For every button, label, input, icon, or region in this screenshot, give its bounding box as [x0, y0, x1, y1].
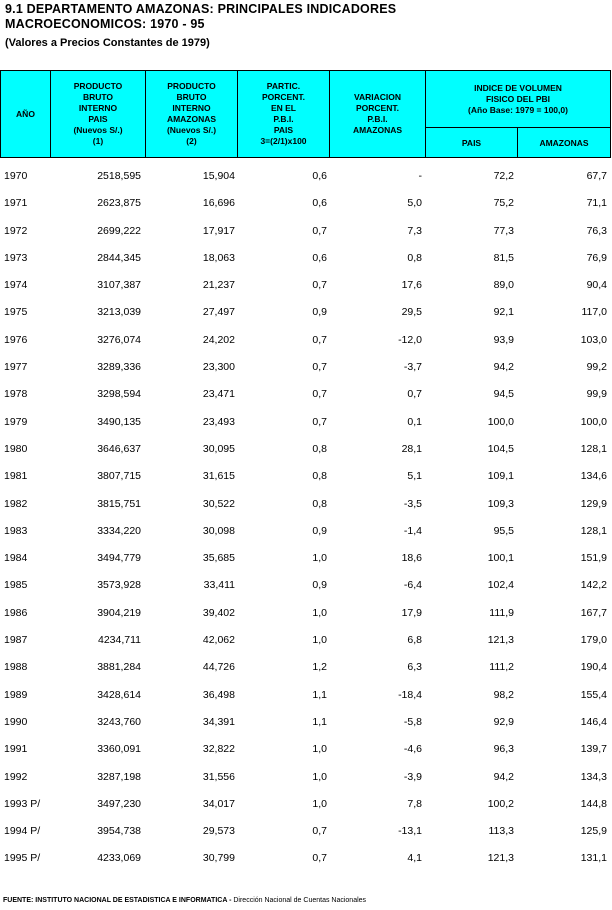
cell-variacion: -12,0	[398, 333, 422, 346]
cell-anio: 1983	[4, 524, 28, 537]
cell-indice-pais: 109,1	[487, 470, 514, 483]
cell-participacion: 1,2	[312, 661, 327, 674]
table-row	[0, 189, 611, 216]
cell-participacion: 0,8	[312, 470, 327, 483]
cell-anio: 1975	[4, 306, 28, 319]
cell-indice-amazonas: 99,2	[586, 361, 607, 374]
header-pbi-pais: PRODUCTO BRUTO INTERNO PAIS (Nuevos S/.) (1)	[51, 71, 146, 157]
cell-indice-amazonas: 134,6	[580, 470, 607, 483]
cell-participacion: 0,7	[312, 388, 327, 401]
cell-anio: 1972	[4, 224, 28, 237]
cell-anio: 1981	[4, 470, 28, 483]
cell-indice-amazonas: 99,9	[586, 388, 607, 401]
cell-variacion: 17,9	[401, 606, 422, 619]
cell-participacion: 1,0	[312, 634, 327, 647]
cell-indice-amazonas: 146,4	[580, 715, 607, 728]
cell-variacion: -	[418, 170, 422, 182]
cell-pbi-pais: 3497,230	[97, 797, 141, 810]
cell-indice-pais: 113,3	[488, 825, 514, 838]
cell-variacion: 0,8	[407, 251, 422, 264]
cell-indice-amazonas: 67,7	[586, 170, 607, 182]
cell-participacion: 0,7	[312, 224, 327, 237]
cell-anio: 1979	[4, 415, 28, 428]
cell-variacion: 7,8	[407, 797, 422, 810]
table-row	[0, 844, 611, 871]
table-row	[0, 435, 611, 462]
cell-anio: 1984	[4, 552, 28, 565]
cell-pbi-amazonas: 27,497	[202, 306, 235, 319]
cell-indice-amazonas: 139,7	[580, 743, 607, 756]
cell-pbi-amazonas: 23,300	[202, 361, 235, 374]
cell-pbi-pais: 3815,751	[97, 497, 141, 510]
cell-anio: 1971	[4, 197, 28, 210]
cell-indice-pais: 102,4	[487, 579, 514, 592]
cell-indice-amazonas: 128,1	[580, 442, 607, 455]
cell-indice-amazonas: 144,8	[580, 797, 607, 810]
table-title-line2: MACROECONOMICOS: 1970 - 95	[5, 17, 205, 31]
cell-pbi-pais: 3213,039	[97, 306, 141, 319]
cell-pbi-pais: 3298,594	[97, 388, 141, 401]
cell-pbi-pais: 4234,711	[97, 634, 141, 647]
cell-pbi-pais: 3428,614	[97, 688, 141, 701]
cell-anio: 1982	[4, 497, 28, 510]
cell-pbi-amazonas: 29,573	[202, 825, 235, 838]
cell-indice-pais: 92,9	[493, 715, 514, 728]
cell-indice-pais: 111,2	[489, 661, 514, 674]
cell-variacion: 28,1	[401, 442, 422, 455]
cell-indice-pais: 100,2	[487, 797, 514, 810]
cell-participacion: 0,9	[312, 579, 327, 592]
cell-pbi-pais: 2623,875	[97, 197, 141, 210]
table-row	[0, 353, 611, 380]
cell-variacion: 6,3	[407, 661, 422, 674]
cell-pbi-pais: 3494,779	[97, 552, 141, 565]
cell-anio: 1977	[4, 361, 28, 374]
header-variacion: VARIACION PORCENT. P.B.I. AMAZONAS	[330, 71, 426, 157]
table-row	[0, 162, 611, 189]
cell-indice-amazonas: 76,9	[586, 251, 607, 264]
cell-indice-amazonas: 90,4	[586, 279, 607, 292]
cell-indice-pais: 98,2	[493, 688, 514, 701]
cell-indice-amazonas: 71,1	[586, 197, 607, 210]
footnote-label: FUENTE: INSTITUTO NACIONAL DE ESTADISTICA E INFORMATICA -	[3, 897, 234, 904]
cell-pbi-amazonas: 35,685	[202, 552, 235, 565]
cell-pbi-amazonas: 31,615	[202, 470, 235, 483]
cell-participacion: 0,7	[312, 361, 327, 374]
cell-variacion: -5,8	[403, 715, 422, 728]
cell-anio: 1989	[4, 688, 28, 701]
cell-pbi-amazonas: 23,493	[202, 415, 235, 428]
cell-indice-amazonas: 131,1	[580, 852, 607, 865]
table-row	[0, 708, 611, 735]
cell-indice-amazonas: 100,0	[580, 415, 607, 428]
table-row	[0, 217, 611, 244]
cell-pbi-amazonas: 15,904	[202, 170, 235, 182]
cell-indice-amazonas: 128,1	[580, 524, 607, 537]
cell-variacion: -4,6	[403, 743, 422, 756]
cell-indice-pais: 121,3	[487, 852, 514, 865]
cell-pbi-pais: 3289,336	[97, 361, 141, 374]
cell-pbi-amazonas: 44,726	[202, 661, 235, 674]
table-subtitle: (Valores a Precios Constantes de 1979)	[5, 37, 210, 49]
cell-indice-pais: 94,2	[493, 361, 514, 374]
cell-pbi-amazonas: 18,063	[202, 251, 235, 264]
cell-pbi-pais: 3334,220	[97, 524, 141, 537]
cell-pbi-pais: 3107,387	[97, 279, 141, 292]
cell-participacion: 0,9	[312, 306, 327, 319]
table-title: 9.1 DEPARTAMENTO AMAZONAS: PRINCIPALES INDICADORES	[5, 2, 397, 16]
table-row	[0, 271, 611, 298]
footnote-source: Dirección Nacional de Cuentas Nacionales	[233, 897, 367, 904]
cell-anio: 1992	[4, 770, 28, 783]
cell-pbi-pais: 2699,222	[97, 224, 141, 237]
cell-indice-amazonas: 151,9	[580, 552, 607, 565]
cell-pbi-amazonas: 21,237	[202, 279, 235, 292]
cell-indice-pais: 100,1	[487, 552, 514, 565]
cell-anio: 1974	[4, 279, 28, 292]
cell-pbi-pais: 3276,074	[97, 333, 141, 346]
cell-pbi-amazonas: 36,498	[202, 688, 235, 701]
cell-pbi-pais: 3646,637	[97, 442, 141, 455]
header-indice-volumen: INDICE DE VOLUMEN FISICO DEL PBI (Año Base: 1979 = 100,0)	[426, 71, 610, 128]
cell-anio: 1976	[4, 333, 28, 346]
header-indice-pais: PAIS	[426, 128, 518, 157]
cell-pbi-amazonas: 16,696	[202, 197, 235, 210]
cell-pbi-pais: 3243,760	[97, 715, 141, 728]
cell-participacion: 0,6	[312, 170, 327, 182]
cell-pbi-pais: 2844,345	[97, 251, 141, 264]
cell-pbi-pais: 3904,219	[97, 606, 141, 619]
header-pbi-amazonas: PRODUCTO BRUTO INTERNO AMAZONAS (Nuevos S/.) (2)	[146, 71, 238, 157]
table-row	[0, 298, 611, 325]
cell-indice-amazonas: 129,9	[580, 497, 607, 510]
cell-participacion: 0,6	[312, 197, 327, 210]
table-row	[0, 462, 611, 489]
cell-indice-pais: 94,5	[493, 388, 514, 401]
cell-participacion: 1,0	[312, 743, 327, 756]
cell-variacion: -1,4	[403, 524, 422, 537]
cell-variacion: 0,7	[407, 388, 422, 401]
cell-indice-pais: 89,0	[493, 279, 514, 292]
cell-pbi-amazonas: 30,522	[202, 497, 235, 510]
cell-pbi-amazonas: 30,095	[202, 442, 235, 455]
cell-anio: 1993 P/	[4, 797, 41, 810]
cell-variacion: -3,5	[403, 497, 422, 510]
cell-anio: 1973	[4, 251, 28, 264]
table-row	[0, 326, 611, 353]
cell-indice-amazonas: 117,0	[581, 306, 607, 319]
table-row	[0, 735, 611, 762]
table-row	[0, 599, 611, 626]
cell-anio: 1990	[4, 715, 28, 728]
cell-variacion: 0,1	[407, 415, 422, 428]
cell-indice-amazonas: 190,4	[580, 661, 607, 674]
cell-variacion: 7,3	[407, 224, 422, 237]
cell-pbi-amazonas: 23,471	[202, 388, 235, 401]
table-row	[0, 244, 611, 271]
cell-indice-amazonas: 125,9	[580, 825, 607, 838]
cell-anio: 1985	[4, 579, 28, 592]
cell-indice-amazonas: 142,2	[580, 579, 607, 592]
cell-anio: 1980	[4, 442, 28, 455]
cell-anio: 1995 P/	[4, 852, 41, 865]
table-row	[0, 790, 611, 817]
cell-variacion: -6,4	[403, 579, 422, 592]
cell-participacion: 0,7	[312, 333, 327, 346]
cell-participacion: 0,7	[312, 852, 327, 865]
cell-pbi-amazonas: 30,098	[202, 524, 235, 537]
cell-variacion: -3,9	[403, 770, 422, 783]
cell-pbi-pais: 3573,928	[97, 579, 141, 592]
cell-participacion: 1,0	[312, 770, 327, 783]
cell-participacion: 0,7	[312, 825, 327, 838]
cell-indice-amazonas: 76,3	[586, 224, 607, 237]
cell-indice-pais: 104,5	[487, 442, 514, 455]
table-row	[0, 763, 611, 790]
cell-variacion: 5,1	[407, 470, 422, 483]
cell-pbi-pais: 3807,715	[97, 470, 141, 483]
cell-participacion: 1,1	[312, 715, 327, 728]
table-row	[0, 817, 611, 844]
table-header	[0, 70, 611, 158]
cell-pbi-amazonas: 34,391	[202, 715, 235, 728]
cell-pbi-amazonas: 24,202	[202, 333, 235, 346]
cell-variacion: 5,0	[407, 197, 422, 210]
cell-anio: 1988	[4, 661, 28, 674]
cell-indice-pais: 95,5	[493, 524, 514, 537]
cell-variacion: -13,1	[398, 825, 422, 838]
cell-indice-pais: 75,2	[493, 197, 514, 210]
cell-pbi-amazonas: 39,402	[202, 606, 235, 619]
cell-indice-pais: 94,2	[493, 770, 514, 783]
cell-indice-pais: 96,3	[493, 743, 514, 756]
cell-anio: 1987	[4, 634, 28, 647]
cell-participacion: 0,6	[312, 251, 327, 264]
cell-participacion: 0,7	[312, 415, 327, 428]
cell-pbi-pais: 3287,198	[97, 770, 141, 783]
cell-indice-pais: 109,3	[487, 497, 514, 510]
cell-participacion: 0,8	[312, 442, 327, 455]
cell-participacion: 1,0	[312, 797, 327, 810]
cell-variacion: 6,8	[407, 634, 422, 647]
cell-pbi-pais: 3360,091	[97, 743, 141, 756]
table-row	[0, 380, 611, 407]
cell-anio: 1978	[4, 388, 28, 401]
cell-anio: 1970	[4, 170, 28, 182]
cell-participacion: 0,7	[312, 279, 327, 292]
table-row	[0, 571, 611, 598]
cell-indice-amazonas: 167,7	[580, 606, 607, 619]
cell-anio: 1991	[4, 743, 28, 756]
cell-participacion: 1,0	[312, 606, 327, 619]
header-anio: AÑO	[1, 71, 51, 157]
cell-indice-pais: 121,3	[487, 634, 514, 647]
table-row	[0, 408, 611, 435]
cell-indice-amazonas: 155,4	[580, 688, 607, 701]
cell-pbi-pais: 4233,069	[97, 852, 141, 865]
cell-pbi-amazonas: 30,799	[202, 852, 235, 865]
cell-participacion: 0,8	[312, 497, 327, 510]
cell-pbi-pais: 2518,595	[97, 170, 141, 182]
table-row	[0, 544, 611, 571]
cell-participacion: 1,1	[312, 688, 327, 701]
cell-indice-pais: 93,9	[493, 333, 514, 346]
table-body	[0, 162, 611, 872]
cell-pbi-amazonas: 33,411	[203, 579, 235, 592]
cell-anio: 1986	[4, 606, 28, 619]
cell-variacion: 29,5	[401, 306, 422, 319]
cell-variacion: 17,6	[401, 279, 422, 292]
table-row	[0, 653, 611, 680]
table-row	[0, 490, 611, 517]
cell-indice-pais: 111,9	[489, 606, 514, 619]
cell-variacion: -3,7	[403, 361, 422, 374]
cell-indice-pais: 72,2	[493, 170, 514, 182]
cell-indice-amazonas: 103,0	[580, 333, 607, 346]
table-row	[0, 626, 611, 653]
cell-pbi-pais: 3490,135	[97, 415, 141, 428]
cell-variacion: 18,6	[401, 552, 422, 565]
cell-pbi-amazonas: 32,822	[202, 743, 235, 756]
cell-pbi-amazonas: 42,062	[202, 634, 235, 647]
cell-variacion: -18,4	[398, 688, 422, 701]
cell-indice-pais: 81,5	[493, 251, 514, 264]
cell-indice-pais: 77,3	[493, 224, 514, 237]
header-participacion: PARTIC. PORCENT. EN EL P.B.I. PAIS 3=(2/1)x100	[238, 71, 330, 157]
table-row	[0, 681, 611, 708]
cell-participacion: 0,9	[312, 524, 327, 537]
cell-indice-pais: 100,0	[487, 415, 514, 428]
cell-variacion: 4,1	[407, 852, 422, 865]
cell-pbi-pais: 3954,738	[97, 825, 141, 838]
cell-participacion: 1,0	[312, 552, 327, 565]
cell-pbi-amazonas: 31,556	[202, 770, 235, 783]
cell-pbi-amazonas: 17,917	[202, 224, 235, 237]
cell-anio: 1994 P/	[4, 825, 41, 838]
table-row	[0, 517, 611, 544]
cell-indice-pais: 92,1	[493, 306, 514, 319]
cell-pbi-amazonas: 34,017	[202, 797, 235, 810]
header-indice-amazonas: AMAZONAS	[539, 137, 589, 148]
cell-indice-amazonas: 134,3	[580, 770, 607, 783]
cell-indice-amazonas: 179,0	[580, 634, 607, 647]
cell-pbi-pais: 3881,284	[97, 661, 141, 674]
source-footnote	[3, 897, 366, 904]
